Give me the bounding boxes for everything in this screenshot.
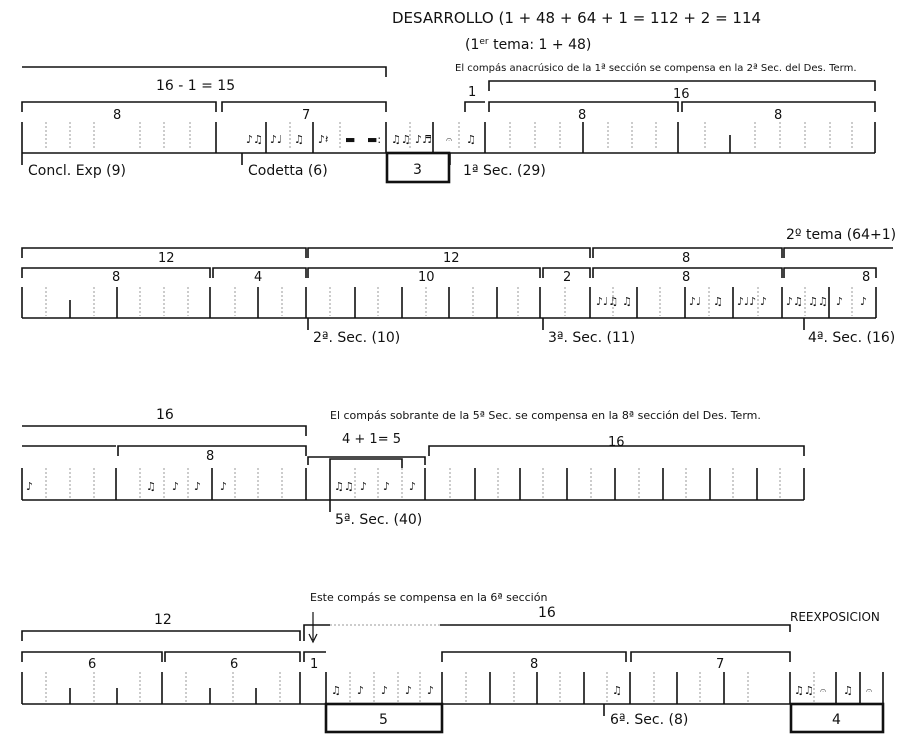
svg-text:♫: ♫ xyxy=(146,480,156,493)
label-sec5: 5ª. Sec. (40) xyxy=(335,512,423,528)
label-16: 16 xyxy=(673,87,690,102)
label-6a: 6 xyxy=(88,657,97,672)
bracket-12-s4 xyxy=(22,631,300,641)
label-8-left: 8 xyxy=(112,270,121,285)
svg-text:♪♩♫: ♪♩♫ xyxy=(596,295,619,308)
label-codetta: Codetta (6) xyxy=(248,163,328,179)
svg-text:♪: ♪ xyxy=(26,480,34,493)
label-2: 2 xyxy=(563,270,572,285)
svg-text:♪♩: ♪♩ xyxy=(270,133,283,146)
box-3-label: 3 xyxy=(413,162,422,178)
subtitle-sup: er xyxy=(479,37,489,47)
label-sec2: 2ª. Sec. (10) xyxy=(313,330,401,346)
svg-text:♪: ♪ xyxy=(360,480,368,493)
label-7-s4: 7 xyxy=(716,657,725,672)
bracket-tema2 xyxy=(784,248,893,258)
svg-text:𝄐: 𝄐 xyxy=(866,684,873,697)
bracket-15 xyxy=(22,67,386,77)
label-8a: 8 xyxy=(682,251,691,266)
svg-text:♪: ♪ xyxy=(357,684,365,697)
label-8-concl: 8 xyxy=(113,108,122,123)
label-concl-exp: Concl. Exp (9) xyxy=(28,163,126,179)
subtitle-main: (1 xyxy=(465,37,480,53)
sec6-note: Este compás se compensa en la 6ª sección xyxy=(310,591,548,604)
bracket-4-inner xyxy=(330,459,402,468)
label-8b: 8 xyxy=(578,108,587,123)
label-8-s4: 8 xyxy=(530,657,539,672)
svg-text:♪♬: ♪♬ xyxy=(415,133,432,146)
page-title: DESARROLLO (1 + 48 + 64 + 1 = 112 + 2 = 114 xyxy=(392,9,762,27)
svg-text:♫: ♫ xyxy=(331,684,341,697)
label-sec1: 1ª Sec. (29) xyxy=(463,163,546,179)
svg-text:𝄐: 𝄐 xyxy=(446,133,453,146)
label-reexposicion: REEXPOSICION xyxy=(790,610,880,624)
label-8-right: 8 xyxy=(862,270,871,285)
label-sec6: 6ª. Sec. (8) xyxy=(610,712,689,728)
bracket-16-s4 xyxy=(440,625,790,632)
label-8c: 8 xyxy=(774,108,783,123)
svg-text:♪: ♪ xyxy=(381,684,389,697)
svg-text:𝄐: 𝄐 xyxy=(820,684,827,697)
label-12b: 12 xyxy=(443,251,460,266)
svg-text:♪𝄽: ♪𝄽 xyxy=(318,133,329,146)
label-16-s3: 16 xyxy=(156,407,174,423)
label-7-codetta: 7 xyxy=(302,108,311,123)
svg-text:♪: ♪ xyxy=(409,480,417,493)
svg-text:♪: ♪ xyxy=(836,295,844,308)
label-10: 10 xyxy=(418,270,435,285)
bracket-16-s4-left xyxy=(304,625,330,641)
svg-text:♪: ♪ xyxy=(760,295,768,308)
svg-text:♫♫: ♫♫ xyxy=(391,133,411,146)
svg-text:♪: ♪ xyxy=(220,480,228,493)
label-sec3: 3ª. Sec. (11) xyxy=(548,330,636,346)
svg-text:♪: ♪ xyxy=(383,480,391,493)
svg-text:♫: ♫ xyxy=(612,684,622,697)
svg-text:▬: ▬ xyxy=(345,133,356,146)
svg-text:♪: ♪ xyxy=(427,684,435,697)
label-8-s3: 8 xyxy=(206,449,215,464)
bracket-1 xyxy=(465,102,485,112)
svg-text:♫: ♫ xyxy=(622,295,632,308)
svg-text:♪♩: ♪♩ xyxy=(689,295,702,308)
svg-text:♫♫: ♫♫ xyxy=(334,480,354,493)
label-4-1-5: 4 + 1= 5 xyxy=(342,432,401,447)
sec5-note: El compás sobrante de la 5ª Sec. se compensa en la 8ª sección del Des. Term. xyxy=(330,409,761,422)
svg-text:♪: ♪ xyxy=(405,684,413,697)
svg-text:♫: ♫ xyxy=(294,133,304,146)
svg-text:♪♩♪: ♪♩♪ xyxy=(737,295,757,308)
label-sec4: 4ª. Sec. (16) xyxy=(808,330,896,346)
bracket-16-s3 xyxy=(22,426,306,436)
label-6b: 6 xyxy=(230,657,239,672)
label-tema2: 2º tema (64+1) xyxy=(786,227,897,243)
bracket-7-s4 xyxy=(631,652,790,662)
label-16b-s3: 16 xyxy=(608,435,625,450)
svg-text:♫♫: ♫♫ xyxy=(794,684,814,697)
svg-text:♪: ♪ xyxy=(194,480,202,493)
svg-text:♫: ♫ xyxy=(466,133,476,146)
label-8-mid: 8 xyxy=(682,270,691,285)
svg-text:♪: ♪ xyxy=(172,480,180,493)
label-12-s4: 12 xyxy=(154,612,172,628)
label-15: 16 - 1 = 15 xyxy=(156,78,236,94)
label-4: 4 xyxy=(254,270,263,285)
svg-text:♪: ♪ xyxy=(860,295,868,308)
label-1: 1 xyxy=(468,85,477,100)
label-16-s4: 16 xyxy=(538,605,556,621)
svg-text:▬:: ▬: xyxy=(367,133,382,146)
svg-text:♪♫: ♪♫ xyxy=(786,295,803,308)
box-4-label: 4 xyxy=(832,712,841,728)
svg-text:♫♫: ♫♫ xyxy=(808,295,828,308)
svg-text:♪♫: ♪♫ xyxy=(246,133,263,146)
svg-text:♫: ♫ xyxy=(713,295,723,308)
box-5-label: 5 xyxy=(379,712,388,728)
label-1-s4: 1 xyxy=(310,657,319,672)
svg-text:♫: ♫ xyxy=(843,684,853,697)
subtitle-rest: tema: 1 + 48) xyxy=(488,37,592,53)
label-12a: 12 xyxy=(158,251,175,266)
svg-text:(1er tema: 1 + 48) xyxy=(465,37,591,53)
anacrusis-note: El compás anacrúsico de la 1ª sección se compensa en la 2ª Sec. del Des. Term. xyxy=(455,63,857,74)
